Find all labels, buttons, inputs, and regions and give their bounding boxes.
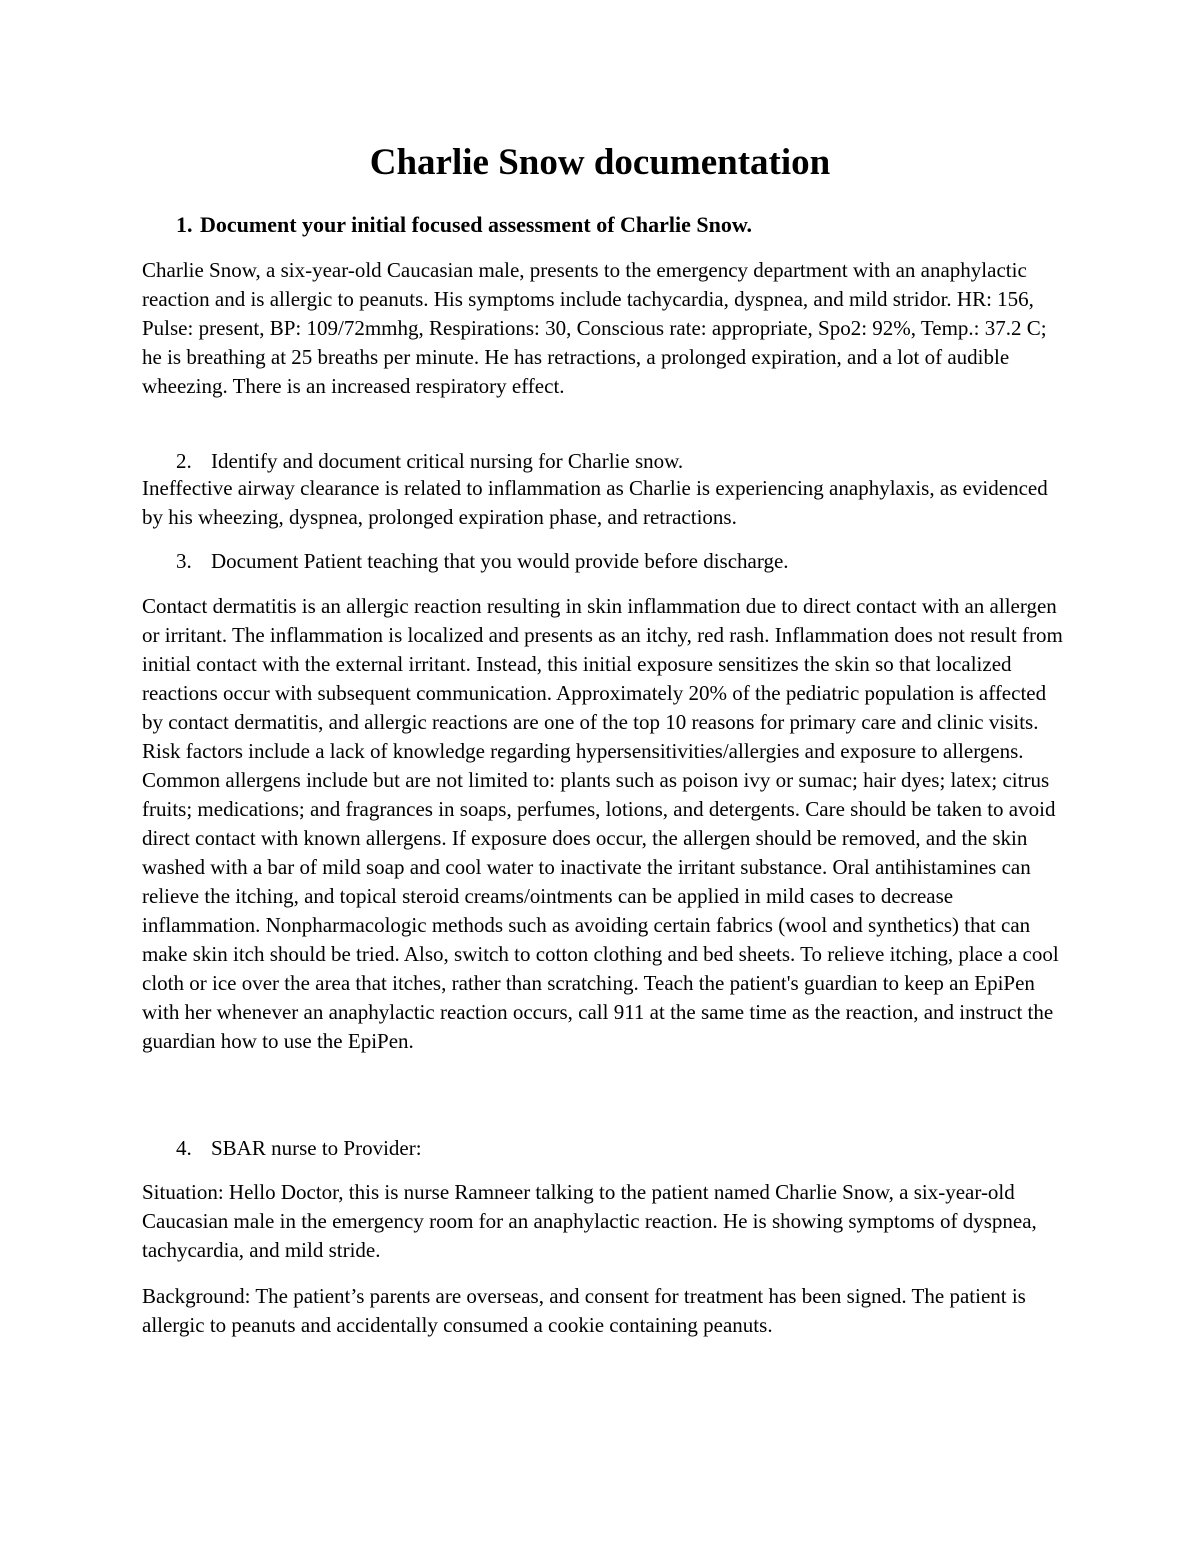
section-4-number: 4.	[176, 1136, 192, 1160]
section-3-number: 3.	[176, 549, 192, 573]
section-3-heading-text: Document Patient teaching that you would provide before discharge.	[211, 549, 789, 573]
section-2-heading-text: Identify and document critical nursing for Charlie snow.	[211, 449, 684, 473]
section-1-heading-text: Document your initial focused assessment of Charlie Snow.	[200, 212, 753, 237]
sbar-background: Background: The patient’s parents are overseas, and consent for treatment has been signed. The patient is allergic to peanuts and accidentally consumed a cookie containing peanuts.	[142, 1284, 1026, 1337]
section-2-body: Ineffective airway clearance is related to inflammation as Charlie is experiencing anaphylaxis, as evidenced by his wheezing, dyspnea, prolonged expiration phase, and retractions.	[142, 476, 1048, 529]
section-3-body: Contact dermatitis is an allergic reaction resulting in skin inflammation due to direct contact with an allergen or irritant. The inflammation is localized and presents as an itchy, red rash. Inflammation does not result from initial contact with the external irritant. Instead, this initial exposure sensitizes the skin so that localized reactions occur with subsequent communication. Approximately 20% of the pediatric population is affected by contact dermatitis, and allergic reactions are one of the top 10 reasons for primary care and clinic visits. Risk factors include a lack of knowledge regarding hypersensitivities/allergies and exposure to allergens. Common allergens include but are not limited to: plants such as poison ivy or sumac; hair dyes; latex; citrus fruits; medications; and fragrances in soaps, perfumes, lotions, and detergents. Care should be taken to avoid direct contact with known allergens. If exposure does occur, the allergen should be removed, and the skin washed with a bar of mild soap and cool water to inactivate the irritant substance. Oral antihistamines can relieve the itching, and topical steroid creams/ointments can be applied in mild cases to decrease inflammation. Nonpharmacologic methods such as avoiding certain fabrics (wool and synthetics) that can make skin itch should be tried. Also, switch to cotton clothing and bed sheets. To relieve itching, place a cool cloth or ice over the area that itches, rather than scratching. Teach the patient's guardian to keep an EpiPen with her whenever an anaphylactic reaction occurs, call 911 at the same time as the reaction, and instruct the guardian how to use the EpiPen.	[142, 594, 1063, 1053]
section-1-body: Charlie Snow, a six-year-old Caucasian male, presents to the emergency department with an anaphylactic reaction and is allergic to peanuts. His symptoms include tachycardia, dyspnea, and mild stridor. HR: 156, Pulse: present, BP: 109/72mmhg, Respirations: 30, Conscious rate: appropriate, Spo2: 92%, Temp.: 37.2 C; he is breathing at 25 breaths per minute. He has retractions, a prolonged expiration, and a lot of audible wheezing. There is an increased respiratory effect.	[142, 258, 1047, 398]
section-4-heading-text: SBAR nurse to Provider:	[211, 1136, 422, 1160]
sbar-situation: Situation: Hello Doctor, this is nurse Ramneer talking to the patient named Charlie Snow, a six-year-old Caucasian male in the emergency room for an anaphylactic reaction. He is showing symptoms of dyspnea, tachycardia, and mild stride.	[142, 1180, 1037, 1262]
section-2-number: 2.	[176, 449, 192, 473]
section-1-number: 1.	[176, 212, 193, 237]
document-title: Charlie Snow documentation	[369, 142, 831, 183]
